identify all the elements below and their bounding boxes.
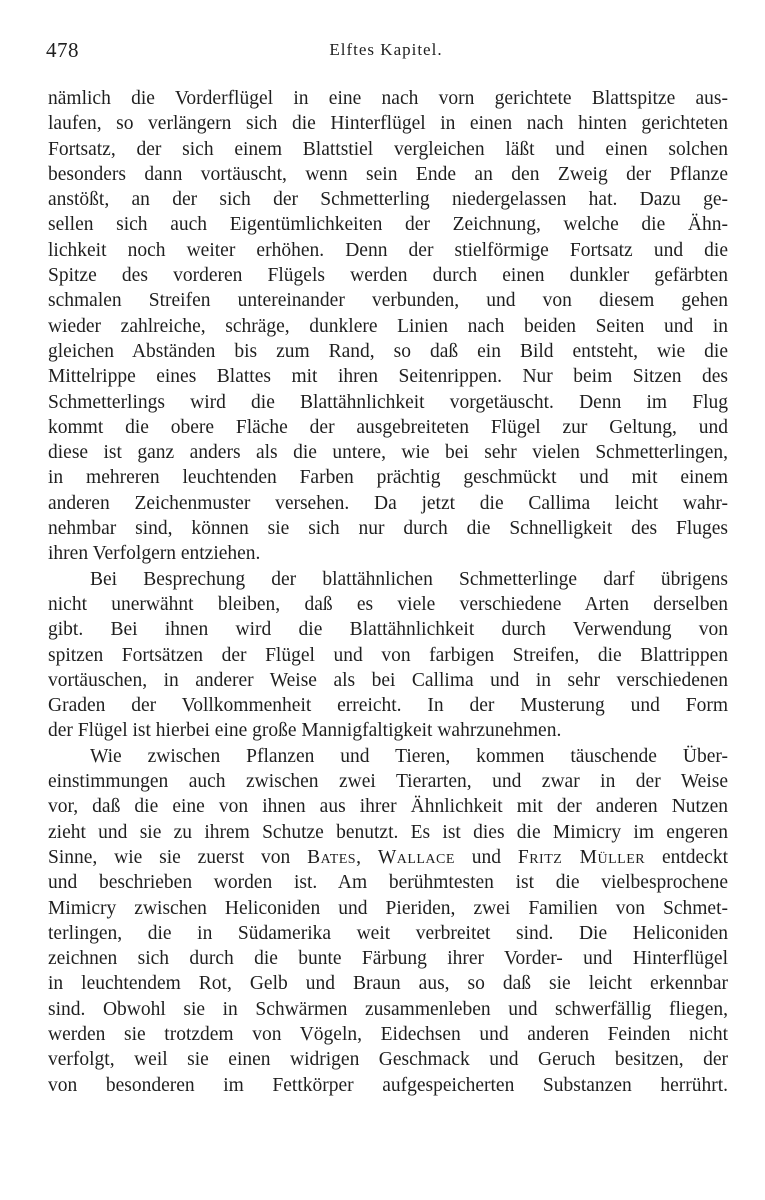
text-line: vortäuschen, in anderer Weise als bei Callima und in sehr verschiedenen bbox=[48, 669, 728, 691]
running-title: Elftes Kapitel. bbox=[329, 40, 443, 59]
text-line: besonders dann vortäuscht, wenn sein Ende an den Zweig der Pflanze bbox=[48, 163, 728, 185]
text-line: ihren Verfolgern entziehen. bbox=[48, 543, 261, 565]
text-line: verfolgt, weil sie einen widrigen Geschmack und Geruch besitzen, der bbox=[48, 1049, 728, 1071]
text-line: Graden der Vollkommenheit erreicht. In der Musterung und Form bbox=[48, 695, 728, 717]
page-number: 478 bbox=[46, 38, 79, 62]
text-line: Fortsatz, der sich einem Blattstiel vergleichen läßt und einen solchen bbox=[48, 138, 728, 160]
author-name: Fritz Müller bbox=[517, 846, 646, 868]
text-line: vor, daß die eine von ihnen aus ihrer Ähnlichkeit mit der anderen Nutzen bbox=[48, 796, 728, 818]
text-line: sellen sich auch Eigentümlichkeiten der Zeichnung, welche die Ähn- bbox=[48, 214, 728, 236]
text-line: in mehreren leuchtenden Farben prächtig geschmückt und mit einem bbox=[48, 467, 728, 489]
text-line: gibt. Bei ihnen wird die Blattähnlichkeit durch Verwendung von bbox=[48, 619, 728, 641]
paragraph bbox=[48, 744, 728, 1098]
text-line: spitzen Fortsätzen der Flügel und von farbigen Streifen, die Blattrippen bbox=[48, 644, 728, 666]
text-line: Mimicry zwischen Heliconiden und Pieriden, zwei Familien von Schmet- bbox=[48, 897, 728, 919]
text-line: und beschrieben worden ist. Am berühmtesten ist die vielbesprochene bbox=[48, 872, 728, 894]
text-line: diese ist ganz anders als die untere, wie bei sehr vielen Schmetterlingen, bbox=[48, 442, 728, 464]
text-line: anderen Zeichenmuster versehen. Da jetzt die Callima leicht wahr- bbox=[48, 492, 728, 514]
text-line: schmalen Streifen untereinander verbunden, und von diesem gehen bbox=[48, 290, 728, 312]
text-line: Bei Besprechung der blattähnlichen Schmetterlinge darf übrigens bbox=[90, 568, 728, 590]
text-line: zieht und sie zu ihrem Schutze benutzt. Es ist dies die Mimicry im engeren bbox=[48, 821, 728, 843]
body-text bbox=[48, 86, 728, 1098]
text-line: von besonderen im Fettkörper aufgespeicherten Substanzen herrührt. bbox=[48, 1074, 728, 1096]
text-line: der Flügel ist hierbei eine große Mannigfaltigkeit wahrzunehmen. bbox=[48, 720, 562, 742]
text-line: wieder zahlreiche, schräge, dunklere Linien nach beiden Seiten und in bbox=[48, 315, 728, 337]
text-line: Mittelrippe eines Blattes mit ihren Seitenrippen. Nur beim Sitzen des bbox=[48, 366, 728, 388]
text-line: laufen, so verlängern sich die Hinterflügel in einen nach hinten gerichteten bbox=[48, 113, 728, 135]
text-line: einstimmungen auch zwischen zwei Tierarten, und zwar in der Weise bbox=[48, 771, 728, 793]
text-line: Schmetterlings wird die Blattähnlichkeit vorgetäuscht. Denn im Flug bbox=[48, 391, 728, 413]
author-name: Wallace bbox=[377, 846, 455, 868]
text-line: in leuchtendem Rot, Gelb und Braun aus, so daß sie leicht erkennbar bbox=[48, 973, 728, 995]
text-line: Sinne, wie sie zuerst von Bates, Wallace und Fritz Müller entdeckt bbox=[48, 846, 729, 868]
text-line: gleichen Abständen bis zum Rand, so daß ein Bild entsteht, wie die bbox=[48, 340, 728, 362]
text-line: nicht unerwähnt bleiben, daß es viele verschiedene Arten derselben bbox=[48, 593, 728, 615]
text-line: kommt die obere Fläche der ausgebreiteten Flügel zur Geltung, und bbox=[48, 416, 728, 438]
text-line: terlingen, die in Südamerika weit verbreitet sind. Die Heliconiden bbox=[48, 922, 728, 944]
text-line: nehmbar sind, können sie sich nur durch die Schnelligkeit des Fluges bbox=[48, 518, 728, 540]
text-line: nämlich die Vorderflügel in eine nach vorn gerichtete Blattspitze aus- bbox=[48, 88, 728, 109]
author-name: Bates bbox=[307, 846, 357, 868]
text-line: anstößt, an der sich der Schmetterling niedergelassen hat. Dazu ge- bbox=[48, 189, 728, 211]
text-line: zeichnen sich durch die bunte Färbung ihrer Vorder- und Hinterflügel bbox=[48, 948, 728, 970]
text-line: lichkeit noch weiter erhöhen. Denn der stielförmige Fortsatz und die bbox=[48, 239, 728, 261]
paragraph bbox=[48, 567, 728, 744]
page-header bbox=[46, 38, 726, 68]
paragraph bbox=[48, 86, 728, 567]
text-line: werden sie trotzdem von Vögeln, Eidechsen und anderen Feinden nicht bbox=[48, 1023, 728, 1045]
text-line: Wie zwischen Pflanzen und Tieren, kommen täuschende Über- bbox=[90, 745, 728, 767]
text-line: Spitze des vorderen Flügels werden durch einen dunkler gefärbten bbox=[48, 265, 728, 287]
text-line: sind. Obwohl sie in Schwärmen zusammenleben und schwerfällig fliegen, bbox=[48, 998, 728, 1020]
